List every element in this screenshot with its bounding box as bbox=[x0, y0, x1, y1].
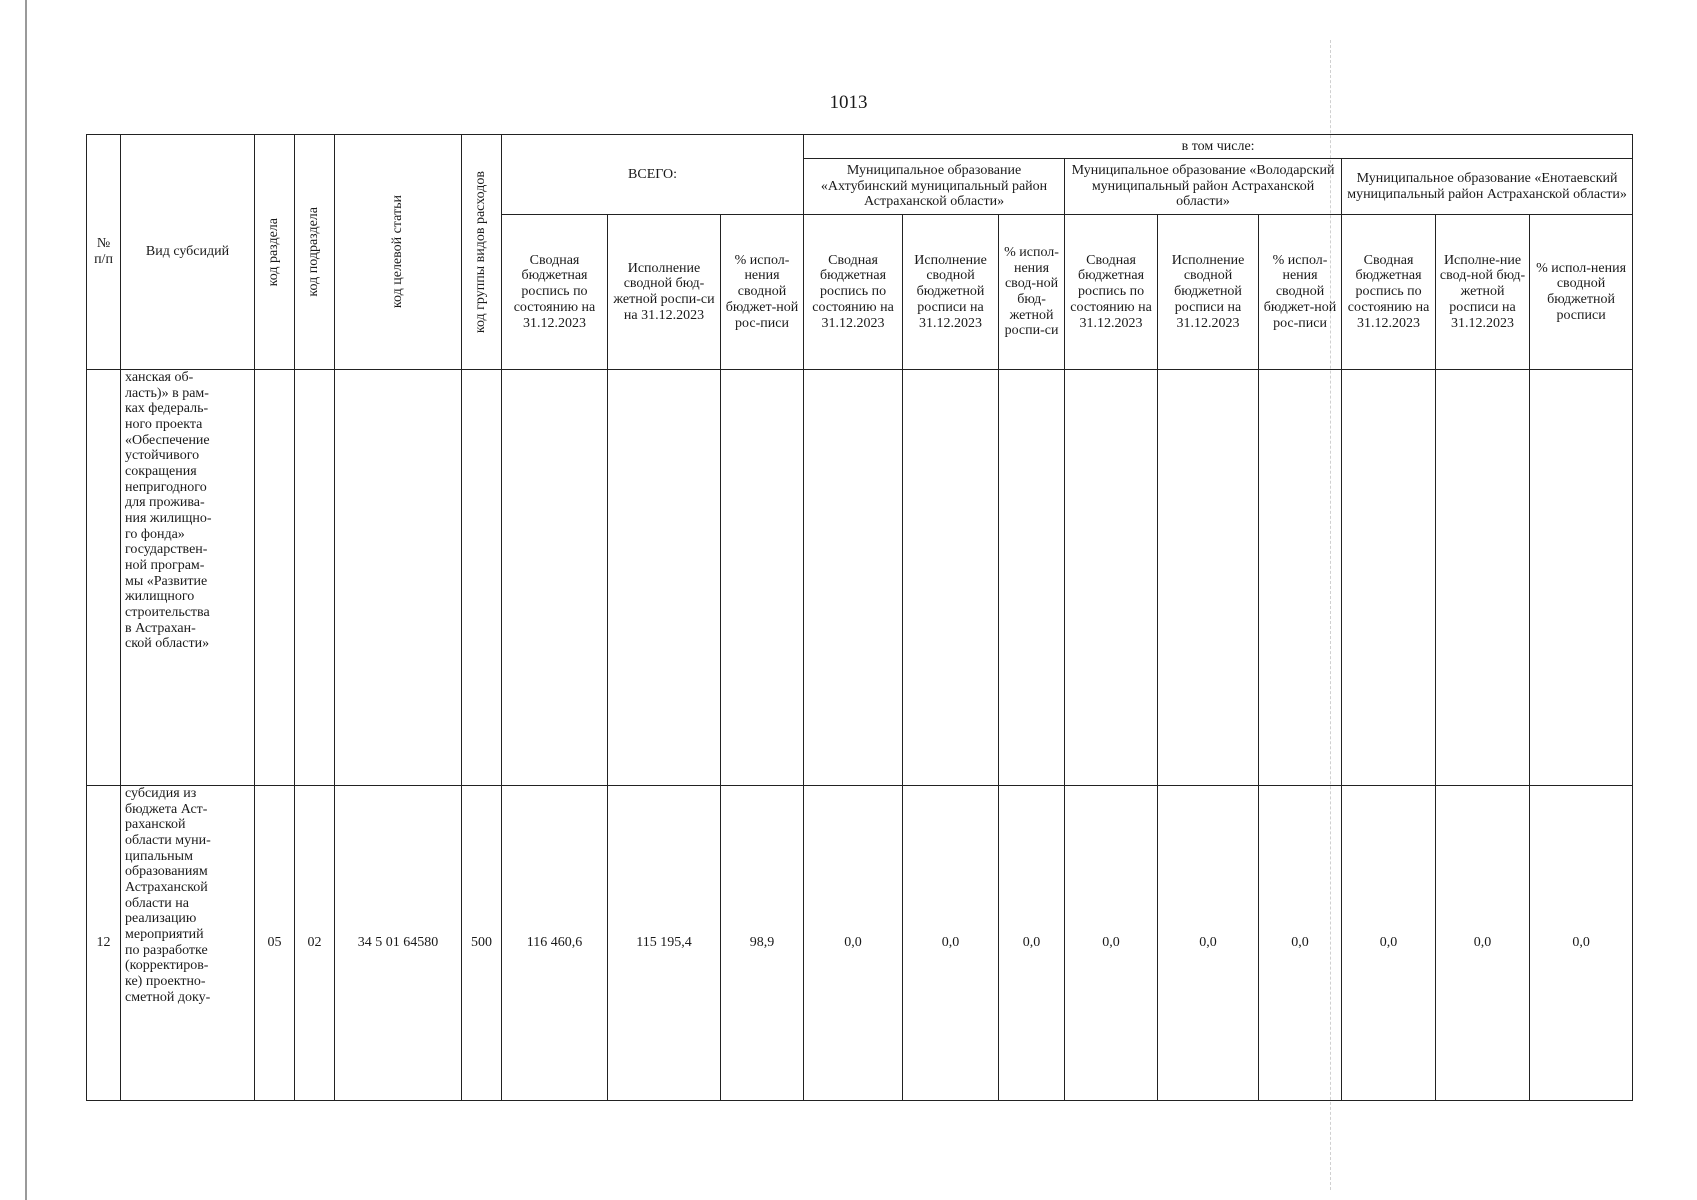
kod-gruppy-label: код группы видов расходов bbox=[473, 170, 489, 334]
col-header-num: № п/п bbox=[87, 135, 121, 370]
row-num bbox=[87, 370, 121, 786]
row-value-total-exec: 115 195,4 bbox=[608, 786, 721, 1101]
row-value bbox=[1259, 370, 1342, 786]
col-header-vsego: ВСЕГО: bbox=[502, 135, 804, 215]
row-kod-tselevoy: 34 5 01 64580 bbox=[335, 786, 462, 1101]
row-kod-gruppy bbox=[462, 370, 502, 786]
row-value bbox=[804, 370, 903, 786]
row-kod-podrazdela bbox=[295, 370, 335, 786]
row-vid: субсидия из бюджета Аст- раханской области муни- ципальным образованиям Астраханской области на реализацию мероприятий по разработке (корректиров- ке) проектно- сметной доку- bbox=[121, 786, 255, 1101]
subheader-m2-exec: Исполнение сводной бюджетной росписи на 31.12.2023 bbox=[1158, 215, 1259, 370]
row-value bbox=[1158, 370, 1259, 786]
row-value bbox=[903, 370, 999, 786]
row-kod-podrazdela: 02 bbox=[295, 786, 335, 1101]
row-kod-gruppy: 500 bbox=[462, 786, 502, 1101]
subheader-m2-pct: % испол-нения сводной бюджет-ной рос-писи bbox=[1259, 215, 1342, 370]
subheader-m1-plan: Сводная бюджетная роспись по состоянию на 31.12.2023 bbox=[804, 215, 903, 370]
row-num: 12 bbox=[87, 786, 121, 1101]
col-header-v-tom-chisle: в том числе: bbox=[804, 135, 1633, 159]
row-value bbox=[608, 370, 721, 786]
row-kod-razdela: 05 bbox=[255, 786, 295, 1101]
col-header-vid: Вид субсидий bbox=[121, 135, 255, 370]
row-value bbox=[1342, 370, 1436, 786]
subsidy-table bbox=[86, 134, 1633, 1101]
kod-podrazdela-label: код подраздела bbox=[306, 207, 322, 297]
header-row-1 bbox=[87, 135, 1633, 159]
page-number: 1013 bbox=[829, 92, 868, 113]
subheader-m1-exec: Исполнение сводной бюджетной росписи на 31.12.2023 bbox=[903, 215, 999, 370]
table-row bbox=[87, 786, 1633, 1101]
subheader-m2-plan: Сводная бюджетная роспись по состоянию на 31.12.2023 bbox=[1065, 215, 1158, 370]
row-value-m2-plan: 0,0 bbox=[1065, 786, 1158, 1101]
row-value-m3-plan: 0,0 bbox=[1342, 786, 1436, 1101]
row-value bbox=[999, 370, 1065, 786]
row-value-m1-pct: 0,0 bbox=[999, 786, 1065, 1101]
col-header-kod-podrazdela bbox=[295, 135, 335, 370]
subheader-total-exec: Исполнение сводной бюд-жетной роспи-си на 31.12.2023 bbox=[608, 215, 721, 370]
row-kod-razdela bbox=[255, 370, 295, 786]
municipality-header-1: Муниципальное образование «Ахтубинский муниципальный район Астраханской области» bbox=[804, 159, 1065, 215]
row-value bbox=[1065, 370, 1158, 786]
row-value-m3-exec: 0,0 bbox=[1436, 786, 1530, 1101]
row-value bbox=[1436, 370, 1530, 786]
municipality-header-3: Муниципальное образование «Енотаевский муниципальный район Астраханской области» bbox=[1342, 159, 1633, 215]
subheader-m3-plan: Сводная бюджетная роспись по состоянию на 31.12.2023 bbox=[1342, 215, 1436, 370]
row-value-total-pct: 98,9 bbox=[721, 786, 804, 1101]
row-value-m2-pct: 0,0 bbox=[1259, 786, 1342, 1101]
row-value-m1-exec: 0,0 bbox=[903, 786, 999, 1101]
row-kod-tselevoy bbox=[335, 370, 462, 786]
municipality-header-2: Муниципальное образование «Володарский муниципальный район Астраханской области» bbox=[1065, 159, 1342, 215]
col-header-kod-razdela bbox=[255, 135, 295, 370]
row-value-m3-pct: 0,0 bbox=[1530, 786, 1633, 1101]
subheader-total-pct: % испол-нения сводной бюджет-ной рос-писи bbox=[721, 215, 804, 370]
row-value bbox=[721, 370, 804, 786]
table-row bbox=[87, 370, 1633, 786]
col-header-kod-tselevoy bbox=[335, 135, 462, 370]
col-header-kod-gruppy bbox=[462, 135, 502, 370]
subheader-m3-exec: Исполне-ние свод-ной бюд-жетной росписи на 31.12.2023 bbox=[1436, 215, 1530, 370]
kod-tselevoy-label: код целевой статьи bbox=[389, 195, 405, 309]
row-value-total-plan: 116 460,6 bbox=[502, 786, 608, 1101]
subheader-m1-pct: % испол-нения свод-ной бюд-жетной роспи-си bbox=[999, 215, 1065, 370]
row-value bbox=[1530, 370, 1633, 786]
row-vid: ханская об- ласть)» в рам- ках федераль- ного проекта «Обеспечение устойчивого сокращения непригодного для прожива- ния жилищно- го фонда» государствен- ной програм- мы «Развитие жилищного строительства в Астрахан- ской области» bbox=[121, 370, 255, 786]
row-value bbox=[502, 370, 608, 786]
kod-razdela-label: код раздела bbox=[266, 217, 282, 287]
binding-edge bbox=[25, 0, 27, 1200]
subheader-total-plan: Сводная бюджетная роспись по состоянию на 31.12.2023 bbox=[502, 215, 608, 370]
row-value-m1-plan: 0,0 bbox=[804, 786, 903, 1101]
subheader-m3-pct: % испол-нения сводной бюджетной росписи bbox=[1530, 215, 1633, 370]
row-value-m2-exec: 0,0 bbox=[1158, 786, 1259, 1101]
